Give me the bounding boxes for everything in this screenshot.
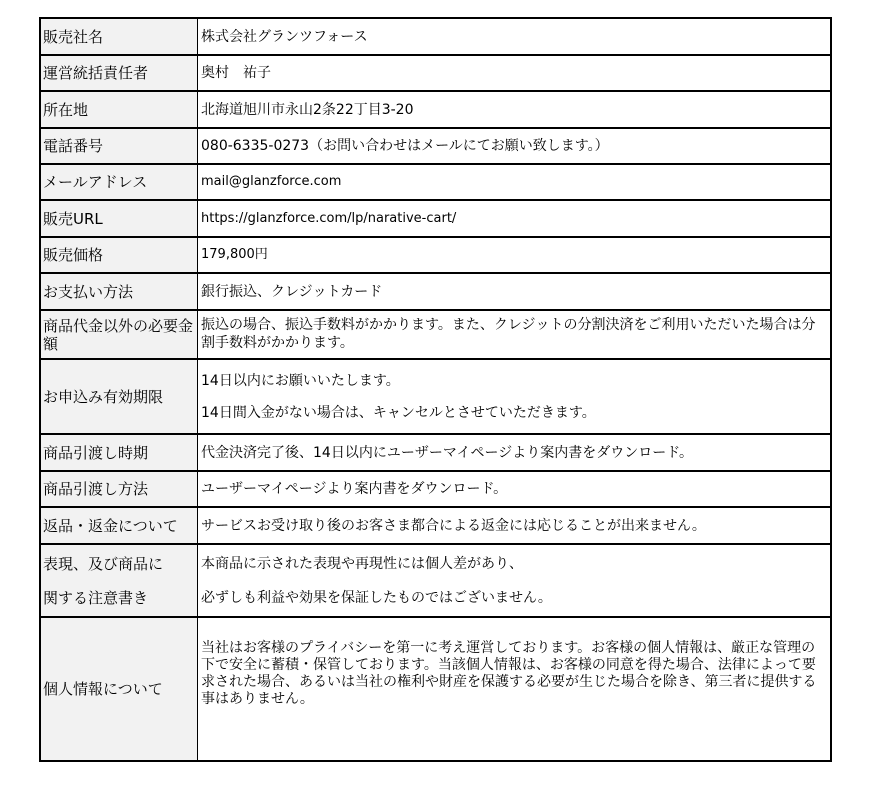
table-row <box>41 618 830 760</box>
table-row <box>41 201 830 238</box>
validity-line-2: 14日間入金がない場合は、キャンセルとさせていただきます。 <box>201 405 596 421</box>
table-row <box>41 129 830 165</box>
row-label-price: 販売価格 <box>41 238 198 272</box>
row-label-payment: お支払い方法 <box>41 274 198 309</box>
row-label-url: 販売URL <box>41 201 198 236</box>
row-value-returns: サービスお受け取り後のお客さま都合による返金には応じることが出来ません。 <box>201 517 706 534</box>
table-row <box>41 274 830 311</box>
table-row <box>41 472 830 508</box>
row-label-delivery-time: 商品引渡し時期 <box>41 435 198 470</box>
row-label-address: 所在地 <box>41 92 198 127</box>
validity-line-1: 14日以内にお願いいたします。 <box>201 373 400 389</box>
row-value-validity <box>198 360 830 433</box>
legal-notice-table <box>39 17 832 762</box>
notes-label-line-2: 関する注意書き <box>43 589 149 607</box>
table-row <box>41 165 830 201</box>
table-row <box>41 311 830 360</box>
row-label-privacy: 個人情報について <box>41 618 198 760</box>
row-label-manager: 運営統括責任者 <box>41 56 198 90</box>
table-row <box>41 360 830 435</box>
table-row <box>41 508 830 545</box>
row-label-phone: 電話番号 <box>41 129 198 163</box>
row-label-delivery-method: 商品引渡し方法 <box>41 472 198 506</box>
row-value-privacy: 当社はお客様のプライバシーを第一に考え運営しております。お客様の個人情報は、厳正な管理の下で安全に蓄積・保管しております。当該個人情報は、お客様の同意を得た場合、法律によって要求された場合、あるいは当社の権利や財産を保護する必要が生じた場合を除き、第三者に提供する事はありません。 <box>201 640 817 707</box>
notes-label-line-1: 表現、及び商品に <box>43 555 164 573</box>
row-value-email: mail@glanzforce.com <box>201 174 342 189</box>
table-row <box>41 545 830 618</box>
row-value-address: 北海道旭川市永山2条22丁目3-20 <box>201 101 414 118</box>
table-row <box>41 19 830 56</box>
row-value-delivery-method: ユーザーマイページより案内書をダウンロード。 <box>201 481 508 497</box>
row-value-delivery-time: 代金決済完了後、14日以内にユーザーマイページより案内書をダウンロード。 <box>201 444 693 461</box>
table-row <box>41 92 830 129</box>
row-label-notes <box>41 545 198 616</box>
row-value-phone: 080-6335-0273（お問い合わせはメールにてお願い致します。） <box>201 138 609 154</box>
table-row <box>41 435 830 472</box>
row-label-seller-name: 販売社名 <box>41 19 198 54</box>
row-value-other-fees: 振込の場合、振込手数料がかかります。また、クレジットの分割決済をご利用いただいた場合は分割手数料がかかります。 <box>201 317 816 351</box>
row-value-seller-name: 株式会社グランツフォース <box>201 28 368 45</box>
row-value-url: https://glanzforce.com/lp/narative-cart/ <box>201 210 457 226</box>
row-label-validity: お申込み有効期限 <box>41 360 198 433</box>
row-value-payment: 銀行振込、クレジットカード <box>201 283 383 300</box>
table-row <box>41 238 830 274</box>
table-row <box>41 56 830 92</box>
notes-line-1: 本商品に示された表現や再現性には個人差があり、 <box>201 556 523 572</box>
row-label-returns: 返品・返金について <box>41 508 198 543</box>
row-label-email: メールアドレス <box>41 165 198 199</box>
row-value-notes <box>198 545 830 616</box>
notes-line-2: 必ずしも利益や効果を保証したものではございません。 <box>201 590 552 606</box>
row-value-manager: 奥村 祐子 <box>201 65 271 81</box>
row-value-price: 179,800円 <box>201 247 268 262</box>
row-label-other-fees: 商品代金以外の必要金額 <box>41 311 198 358</box>
